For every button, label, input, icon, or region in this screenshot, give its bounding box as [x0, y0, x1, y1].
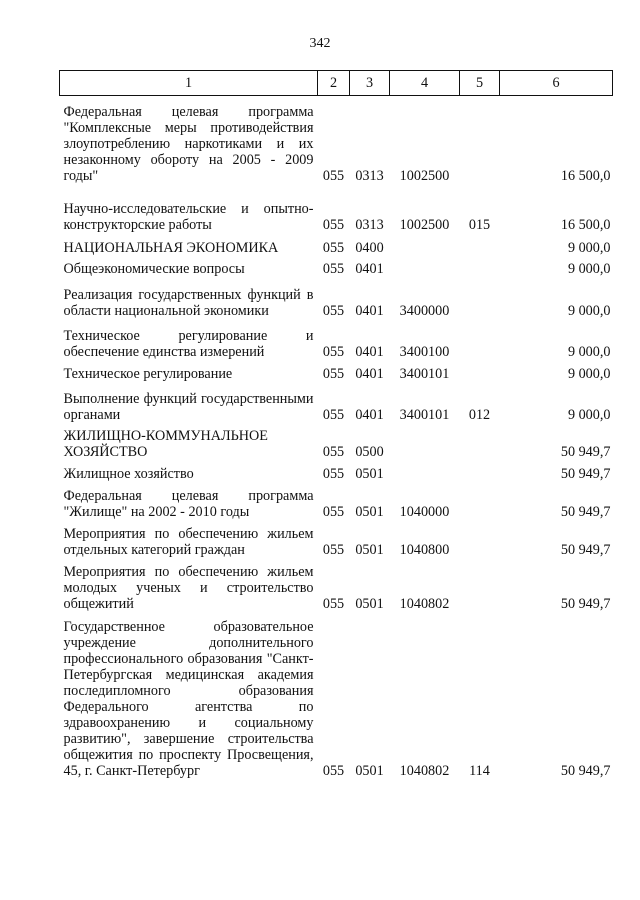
- row-name-text: Реализация государственных функций в области национальной экономики: [63, 287, 314, 319]
- row-code-target: 3400100: [399, 344, 450, 360]
- row-code-target: [390, 233, 460, 256]
- row-name-text: НАЦИОНАЛЬНАЯ ЭКОНОМИКА: [63, 240, 279, 256]
- row-name: [60, 423, 318, 460]
- row-code-expense-type: 012: [468, 407, 491, 423]
- row-code-expense-type: [460, 482, 500, 520]
- row-code-expense-type: [460, 233, 500, 256]
- row-name-text: Жилищное хозяйство: [63, 466, 194, 482]
- row-code-section: 0313: [355, 217, 384, 233]
- row-code-expense-type: [460, 360, 500, 382]
- row-code-target: [390, 460, 460, 482]
- row-name: [60, 382, 318, 423]
- row-code-expense-type: [460, 277, 500, 319]
- row-code-ministry: 055: [322, 596, 345, 612]
- row-code-ministry: 055: [322, 763, 345, 779]
- row-code-section: 0501: [355, 763, 384, 779]
- row-code-ministry: 055: [322, 168, 345, 184]
- row-code-target: 1040000: [399, 504, 450, 520]
- table-row: [60, 96, 613, 185]
- row-name-text: Техническое регулирование и обеспечение единства измерений: [63, 328, 314, 360]
- row-code-section: 0500: [355, 444, 384, 460]
- row-name: [60, 184, 318, 233]
- row-code-expense-type: [460, 520, 500, 558]
- row-code-target: [390, 423, 460, 460]
- row-code-expense-type: [460, 558, 500, 612]
- row-code-section: 0501: [355, 466, 384, 482]
- row-code-target: [390, 256, 460, 277]
- row-name-text: Федеральная целевая программа "Жилище" на 2002 - 2010 годы: [63, 488, 314, 520]
- table-row: [60, 233, 613, 256]
- row-code-ministry: 055: [322, 542, 345, 558]
- table-row: [60, 423, 613, 460]
- table-row: [60, 277, 613, 319]
- row-amount: 50 949,7: [560, 542, 611, 558]
- header-col-6: 6: [500, 71, 613, 96]
- row-amount: 16 500,0: [560, 217, 611, 233]
- table-row: [60, 558, 613, 612]
- row-name: [60, 319, 318, 360]
- table-row: [60, 482, 613, 520]
- row-code-target: 3400101: [399, 407, 450, 423]
- header-col-3: 3: [350, 71, 390, 96]
- row-code-ministry: 055: [322, 217, 345, 233]
- row-name-text: Общеэкономические вопросы: [63, 261, 245, 277]
- row-code-ministry: 055: [322, 407, 345, 423]
- row-name-text: ЖИЛИЩНО-КОММУНАЛЬНОЕ ХОЗЯЙСТВО: [63, 428, 268, 460]
- row-name: [60, 233, 318, 256]
- row-name: [60, 482, 318, 520]
- row-code-section: 0313: [355, 168, 384, 184]
- row-code-ministry: 055: [322, 240, 345, 256]
- row-name: [60, 558, 318, 612]
- header-col-5: 5: [460, 71, 500, 96]
- row-amount: 50 949,7: [560, 504, 611, 520]
- row-code-expense-type: [460, 96, 500, 185]
- row-name: [60, 96, 318, 185]
- table-row: [60, 520, 613, 558]
- row-amount: 9 000,0: [567, 261, 611, 277]
- row-name-text: Федеральная целевая программа "Комплексные меры противодействия злоупотреблению наркотиками и их незаконному обороту на 2005 - 2009 годы": [63, 104, 314, 184]
- row-code-section: 0401: [355, 366, 384, 382]
- row-amount: 50 949,7: [560, 466, 611, 482]
- row-code-expense-type: [460, 423, 500, 460]
- table-row: [60, 256, 613, 277]
- row-code-section: 0501: [355, 504, 384, 520]
- row-amount: 9 000,0: [567, 366, 611, 382]
- row-amount: 9 000,0: [567, 344, 611, 360]
- row-name: [60, 612, 318, 779]
- table-row: [60, 319, 613, 360]
- row-code-section: 0401: [355, 303, 384, 319]
- row-code-ministry: 055: [322, 366, 345, 382]
- row-amount: 16 500,0: [560, 168, 611, 184]
- row-code-expense-type: [460, 256, 500, 277]
- row-code-target: 1040800: [399, 542, 450, 558]
- table-row: [60, 184, 613, 233]
- header-col-4: 4: [390, 71, 460, 96]
- row-name: [60, 520, 318, 558]
- row-code-target: 3400101: [399, 366, 450, 382]
- row-code-target: 1040802: [399, 763, 450, 779]
- row-code-section: 0401: [355, 407, 384, 423]
- row-name: [60, 460, 318, 482]
- row-code-section: 0401: [355, 344, 384, 360]
- row-code-expense-type: [460, 460, 500, 482]
- row-code-target: 1002500: [399, 168, 450, 184]
- row-name: [60, 360, 318, 382]
- row-code-section: 0401: [355, 261, 384, 277]
- row-code-expense-type: 114: [469, 763, 490, 779]
- row-code-target: 1040802: [399, 596, 450, 612]
- row-code-target: 3400000: [399, 303, 450, 319]
- header-col-2: 2: [318, 71, 350, 96]
- row-code-expense-type: 015: [468, 217, 491, 233]
- row-code-ministry: 055: [322, 303, 345, 319]
- row-amount: 50 949,7: [560, 444, 611, 460]
- page-number: 342: [309, 36, 331, 51]
- row-code-ministry: 055: [322, 261, 345, 277]
- row-name-text: Научно-исследовательские и опытно-конструкторские работы: [63, 201, 314, 233]
- row-name-text: Техническое регулирование: [63, 366, 233, 382]
- row-name-text: Мероприятия по обеспечению жильем молодых ученых и строительство общежитий: [63, 564, 314, 612]
- row-amount: 9 000,0: [567, 407, 611, 423]
- row-code-ministry: 055: [322, 444, 345, 460]
- row-amount: 9 000,0: [567, 303, 611, 319]
- row-code-expense-type: [460, 319, 500, 360]
- table-row: [60, 382, 613, 423]
- row-code-ministry: 055: [322, 504, 345, 520]
- row-code-target: 1002500: [399, 217, 450, 233]
- table-body: [60, 96, 613, 780]
- table-header: [60, 71, 613, 96]
- row-code-section: 0501: [355, 596, 384, 612]
- row-amount: 9 000,0: [567, 240, 611, 256]
- row-code-ministry: 055: [322, 466, 345, 482]
- row-amount: 50 949,7: [560, 596, 611, 612]
- row-amount: 50 949,7: [560, 763, 611, 779]
- table-row: [60, 460, 613, 482]
- table-row: [60, 612, 613, 779]
- row-name: [60, 256, 318, 277]
- row-code-section: 0400: [355, 240, 384, 256]
- row-name-text: Мероприятия по обеспечению жильем отдельных категорий граждан: [63, 526, 314, 558]
- budget-table: [59, 70, 613, 779]
- row-code-section: 0501: [355, 542, 384, 558]
- table-row: [60, 360, 613, 382]
- row-name-text: Государственное образовательное учреждение дополнительного профессионального образования "Санкт-Петербургская медицинская академия последипломного образования Федерального агентства по здравоохранению и социальному развитию", завершение строительства общежития по проспекту Просвещения, 45, г. Санкт-Петербург: [63, 619, 314, 779]
- header-col-1: 1: [60, 71, 318, 96]
- row-name: [60, 277, 318, 319]
- row-code-ministry: 055: [322, 344, 345, 360]
- row-name-text: Выполнение функций государственными органами: [63, 391, 314, 423]
